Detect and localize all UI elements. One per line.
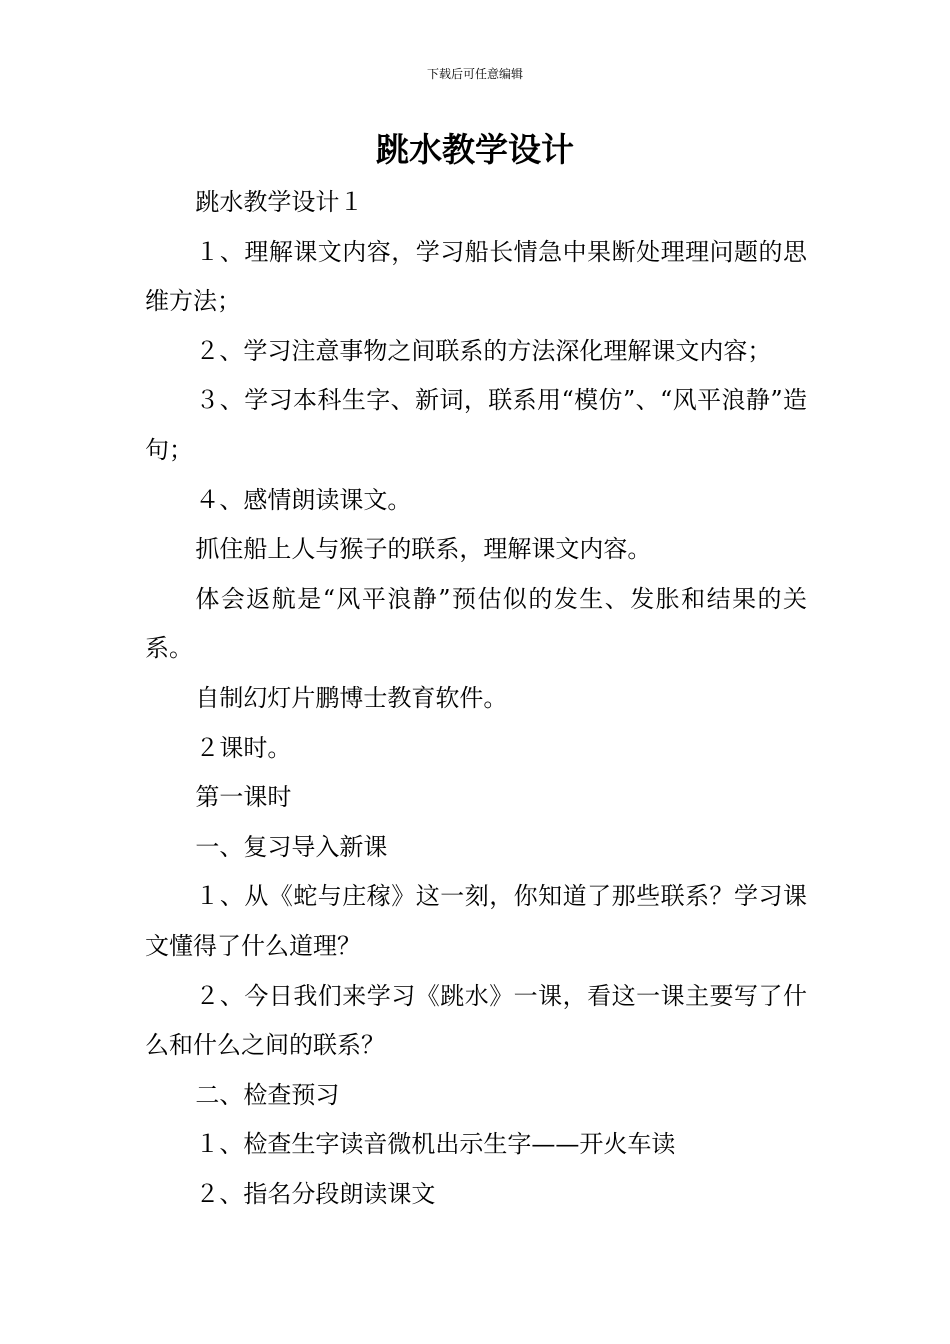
paragraph: 自制幻灯片鹏博士教育软件。 (195, 683, 508, 712)
paragraph: 体会返航是“风平浪静”预估似的发生、发胀和结果的关系。 (145, 584, 807, 663)
paragraph: ２课时。 (195, 733, 292, 762)
document-body (145, 178, 807, 1219)
paragraph: １、理解课文内容，学习船长情急中果断处理理问题的思维方法； (145, 237, 807, 316)
paragraph: １、从《蛇与庄稼》这一刻，你知道了那些联系？学习课文懂得了什么道理？ (145, 882, 807, 960)
paragraph: ２、指名分段朗读课文 (195, 1179, 436, 1208)
paragraph: ３、学习本科生字、新词，联系用“模仿”、“风平浪静”造句； (145, 386, 807, 464)
paragraph: 二、检查预习 (195, 1080, 340, 1109)
paragraph: ２、学习注意事物之间联系的方法深化理解课文内容； (195, 336, 772, 365)
paragraph: 第一课时 (195, 783, 292, 812)
paragraph: 跳水教学设计１ (195, 188, 364, 216)
paragraph: ２、今日我们来学习《跳水》一课，看这一课主要写了什么和什么之间的联系？ (145, 981, 807, 1060)
document-title: 跳水教学设计 (376, 130, 574, 169)
header-note: 下载后可任意编辑 (426, 67, 523, 81)
paragraph: 一、复习导入新课 (195, 832, 388, 861)
paragraph: ４、感情朗读课文。 (195, 485, 412, 514)
paragraph: １、检查生字读音微机出示生字——开火车读 (195, 1130, 676, 1159)
paragraph: 抓住船上人与猴子的联系，理解课文内容。 (195, 535, 652, 564)
